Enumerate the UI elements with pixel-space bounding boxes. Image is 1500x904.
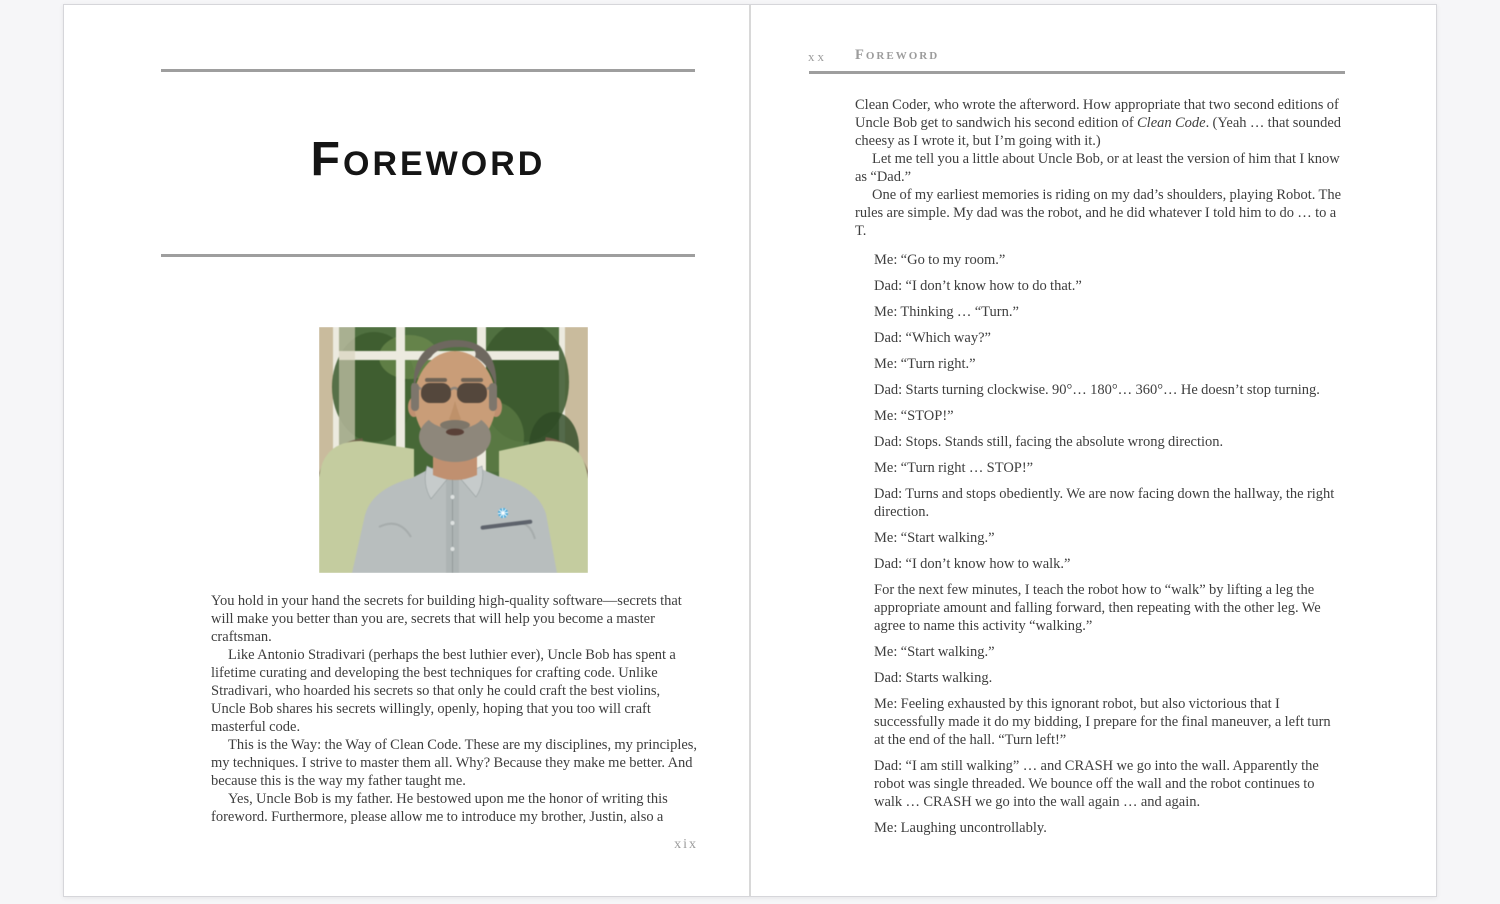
dialogue-line: Dad: “I don’t know how to walk.” — [874, 556, 1071, 572]
page-left — [64, 5, 749, 896]
chapter-rule-bottom — [161, 254, 695, 257]
dialogue-line: Me: “Start walking.” — [874, 644, 995, 660]
paragraph: Yes, Uncle Bob is my father. He bestowed upon me the honor of writing this foreword. Furthermore, please allow me to introduce my brother, Justin, also a — [211, 791, 668, 825]
dialogue-line: Me: “Start walking.” — [874, 530, 995, 546]
paragraph: Like Antonio Stradivari (perhaps the best luthier ever), Uncle Bob has spent a lifetime curating and developing the best techniques for crafting code. Unlike Stradivari, who hoarded his secrets so that only he could craft the best violins, Uncle Bob shares his secrets willingly, openly, hoping that you too will craft masterful code. — [211, 647, 676, 735]
paragraph: This is the Way: the Way of Clean Code. These are my disciplines, my principles, my techniques. I strive to master them all. Why? Because they make me better. And because this is the way my father taught me. — [211, 737, 698, 789]
dialogue-line: For the next few minutes, I teach the robot how to “walk” by lifting a leg the appropriate amount and falling forward, then repeating with the other leg. We agree to name this activity “walking.” — [874, 582, 1321, 634]
running-head — [751, 47, 1436, 67]
dialogue-line: Dad: Starts turning clockwise. 90°… 180°… 360°… He doesn’t stop turning. — [874, 382, 1320, 398]
dialogue-line: Me: Feeling exhausted by this ignorant robot, but also victorious that I successfully made it do my bidding, I prepare for the final maneuver, a left turn at the end of the hall. “Turn left!” — [874, 696, 1331, 748]
page-right — [749, 5, 1436, 896]
running-head-rule — [809, 71, 1345, 74]
mouth — [446, 429, 464, 436]
dialogue-section — [855, 251, 1343, 837]
book-spread — [63, 4, 1437, 897]
dialogue-line: Dad: “Which way?” — [874, 330, 991, 346]
chapter-rule-top — [161, 69, 695, 72]
page-number-right: xx — [808, 49, 827, 64]
chapter-title-initial: F — [310, 133, 343, 186]
chapter-title-rest: OREWORD — [343, 145, 546, 183]
right-body-text — [855, 96, 1343, 845]
page-number-left: xix — [674, 837, 698, 852]
dialogue-line: Me: “Go to my room.” — [874, 252, 1006, 268]
dialogue-line: Me: “Turn right … STOP!” — [874, 460, 1034, 476]
uncle-bob-photo — [319, 327, 588, 573]
dialogue-line: Dad: “I don’t know how to do that.” — [874, 278, 1082, 294]
dialogue-line: Dad: Starts walking. — [874, 670, 993, 686]
dialogue-line: Me: Thinking … “Turn.” — [874, 304, 1019, 320]
chapter-title — [161, 131, 695, 193]
dialogue-line: Me: Laughing uncontrollably. — [874, 820, 1047, 836]
paragraph: One of my earliest memories is riding on my dad’s shoulders, playing Robot. The rules are simple. My dad was the robot, and he did whatever I told him to do … to a T. — [855, 187, 1342, 239]
dialogue-line: Me: “STOP!” — [874, 408, 954, 424]
dialogue-line: Dad: Stops. Stands still, facing the absolute wrong direction. — [874, 434, 1224, 450]
paragraph: You hold in your hand the secrets for building high-quality software—secrets that will make you better than you are, secrets that will help you become a master craftsman. — [211, 593, 682, 645]
dialogue-line: Dad: “I am still walking” … and CRASH we go into the wall. Apparently the robot was single threaded. We bounce off the wall and the robot continues to walk … CRASH we go into the wall again … and again. — [874, 758, 1319, 810]
dialogue-line: Me: “Turn right.” — [874, 356, 976, 372]
running-head-initial: F — [855, 47, 866, 63]
running-head-rest: OREWORD — [865, 50, 940, 62]
dialogue-line: Dad: Turns and stops obediently. We are now facing down the hallway, the right direction. — [874, 486, 1335, 520]
paragraph — [855, 96, 1343, 150]
intro-pre: Clean Coder, who wrote the afterword. How appropriate that two second editions of Uncle Bob get to sandwich his second edition of — [855, 97, 1339, 131]
book-title-italic: Clean Code — [1137, 115, 1206, 131]
left-body-text — [211, 592, 698, 826]
intro-post: . (Yeah … that sounded cheesy as I wrote it, but I’m going with it.) — [855, 115, 1342, 149]
running-head-title — [855, 47, 939, 64]
paragraph: Let me tell you a little about Uncle Bob, or at least the version of him that I know as “Dad.” — [855, 151, 1340, 185]
